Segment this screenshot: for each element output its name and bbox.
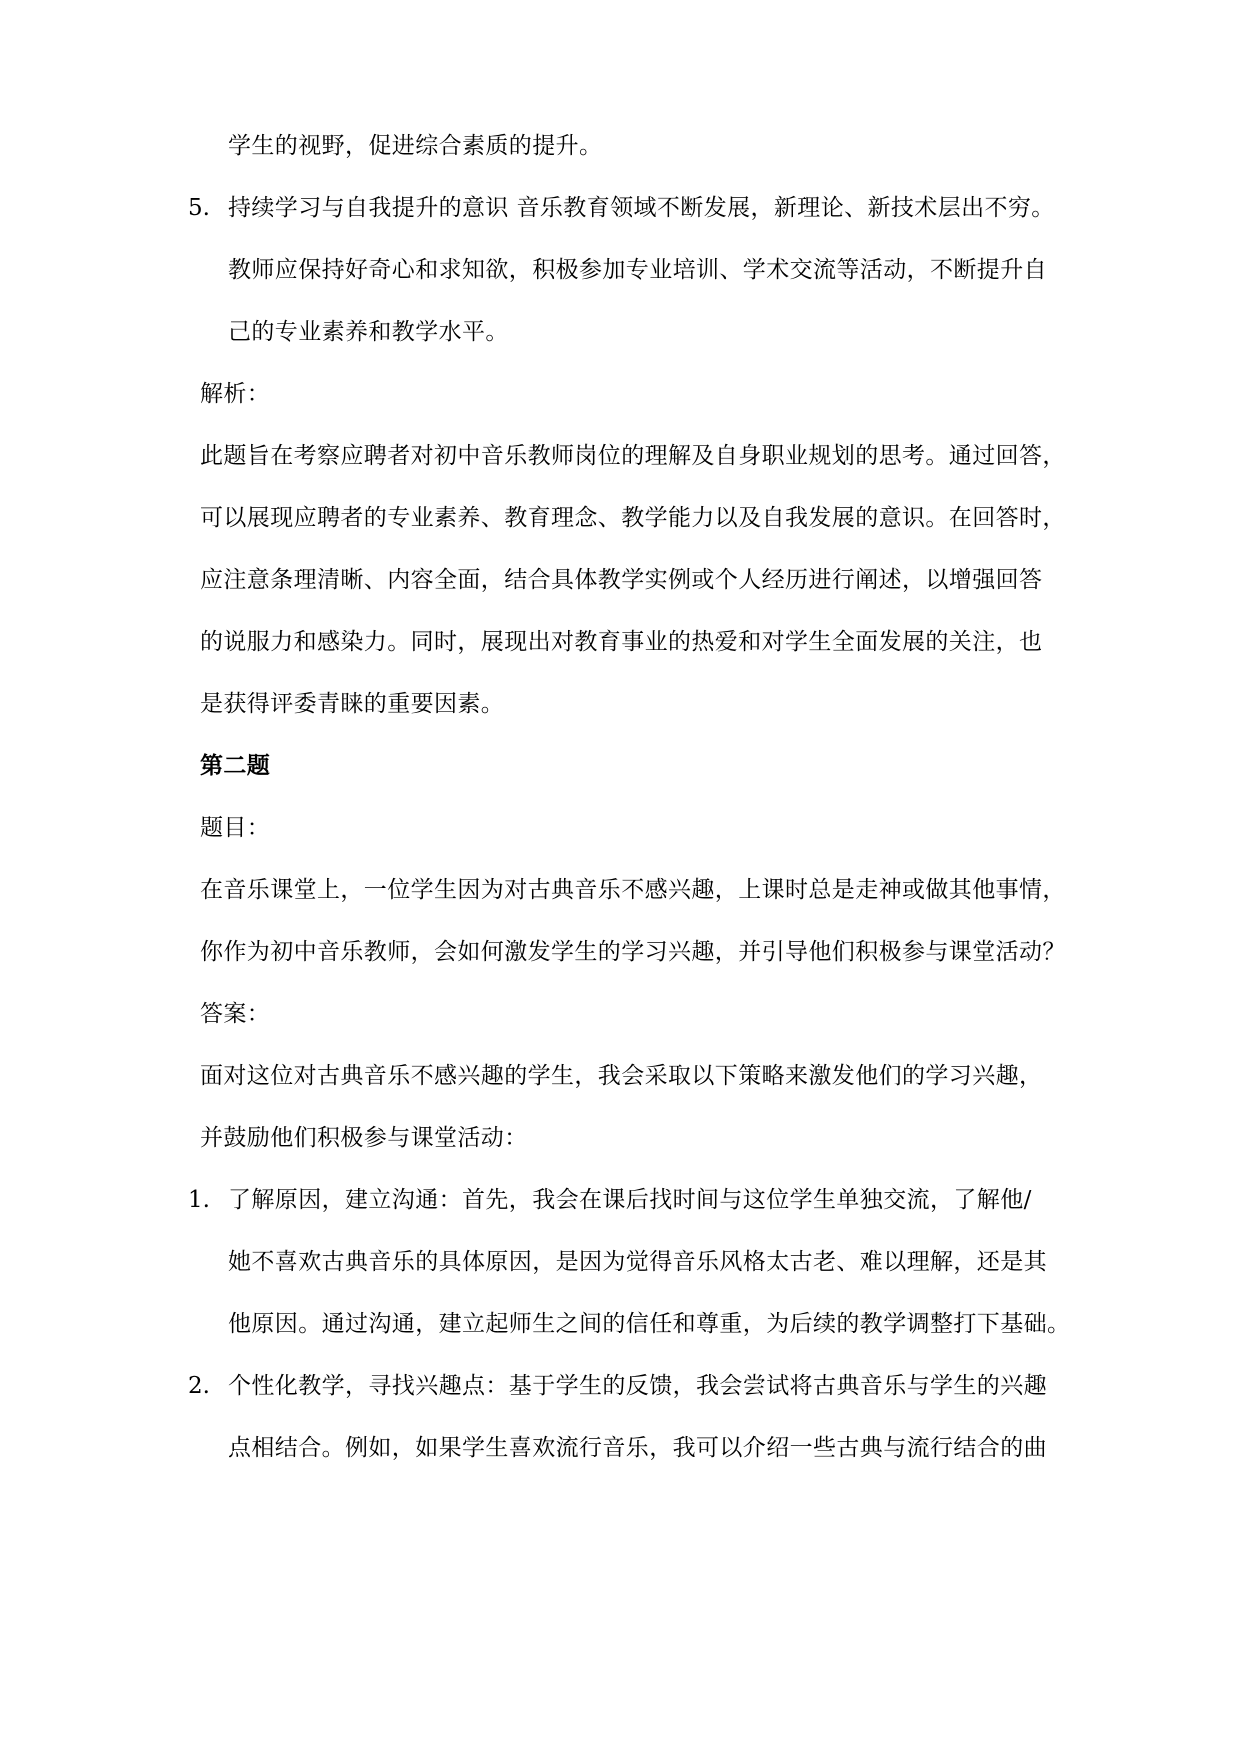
- analysis-text-line: 是获得评委青睐的重要因素。: [200, 691, 505, 717]
- list-item-text-line: 点相结合。例如，如果学生喜欢流行音乐，我可以介绍一些古典与流行结合的曲: [228, 1435, 1047, 1461]
- list-item-text-line: 他原因。通过沟通，建立起师生之间的信任和尊重，为后续的教学调整打下基础。: [228, 1311, 1071, 1337]
- list-item-text-line: 己的专业素养和教学水平。: [228, 319, 509, 345]
- list-item-text-line: 教师应保持好奇心和求知欲，积极参加专业培训、学术交流等活动，不断提升自: [228, 257, 1047, 283]
- answer-label: 答案：: [200, 1001, 271, 1027]
- list-item-number: 2.: [188, 1373, 210, 1399]
- answer-intro-line: 面对这位对古典音乐不感兴趣的学生，我会采取以下策略来激发他们的学习兴趣，: [200, 1063, 1043, 1089]
- analysis-text-line: 可以展现应聘者的专业素养、教育理念、教学能力以及自我发展的意识。在回答时，: [200, 505, 1066, 531]
- analysis-text-line: 此题旨在考察应聘者对初中音乐教师岗位的理解及自身职业规划的思考。通过回答，: [200, 443, 1066, 469]
- list-item-number: 1.: [188, 1187, 210, 1213]
- list-item-text-line: 持续学习与自我提升的意识 音乐教育领域不断发展，新理论、新技术层出不穷。: [228, 195, 1055, 221]
- list-item-number: 5.: [188, 195, 210, 221]
- question-text-line: 你作为初中音乐教师，会如何激发学生的学习兴趣，并引导他们积极参与课堂活动？: [200, 939, 1066, 965]
- list-item-text-line: 了解原因，建立沟通：首先，我会在课后找时间与这位学生单独交流，了解他/: [228, 1187, 1032, 1213]
- analysis-text-line: 应注意条理清晰、内容全面，结合具体教学实例或个人经历进行阐述，以增强回答: [200, 567, 1043, 593]
- continued-text-line: 学生的视野，促进综合素质的提升。: [228, 133, 603, 159]
- list-item-text-line: 个性化教学，寻找兴趣点：基于学生的反馈，我会尝试将古典音乐与学生的兴趣: [228, 1373, 1047, 1399]
- question-label: 题目：: [200, 815, 271, 841]
- section-heading: 第二题: [200, 752, 271, 779]
- question-text-line: 在音乐课堂上，一位学生因为对古典音乐不感兴趣，上课时总是走神或做其他事情，: [200, 877, 1066, 903]
- list-item-text-line: 她不喜欢古典音乐的具体原因，是因为觉得音乐风格太古老、难以理解，还是其: [228, 1249, 1047, 1275]
- answer-intro-line: 并鼓励他们积极参与课堂活动：: [200, 1125, 528, 1151]
- analysis-text-line: 的说服力和感染力。同时，展现出对教育事业的热爱和对学生全面发展的关注，也: [200, 629, 1043, 655]
- analysis-label: 解析：: [200, 381, 271, 407]
